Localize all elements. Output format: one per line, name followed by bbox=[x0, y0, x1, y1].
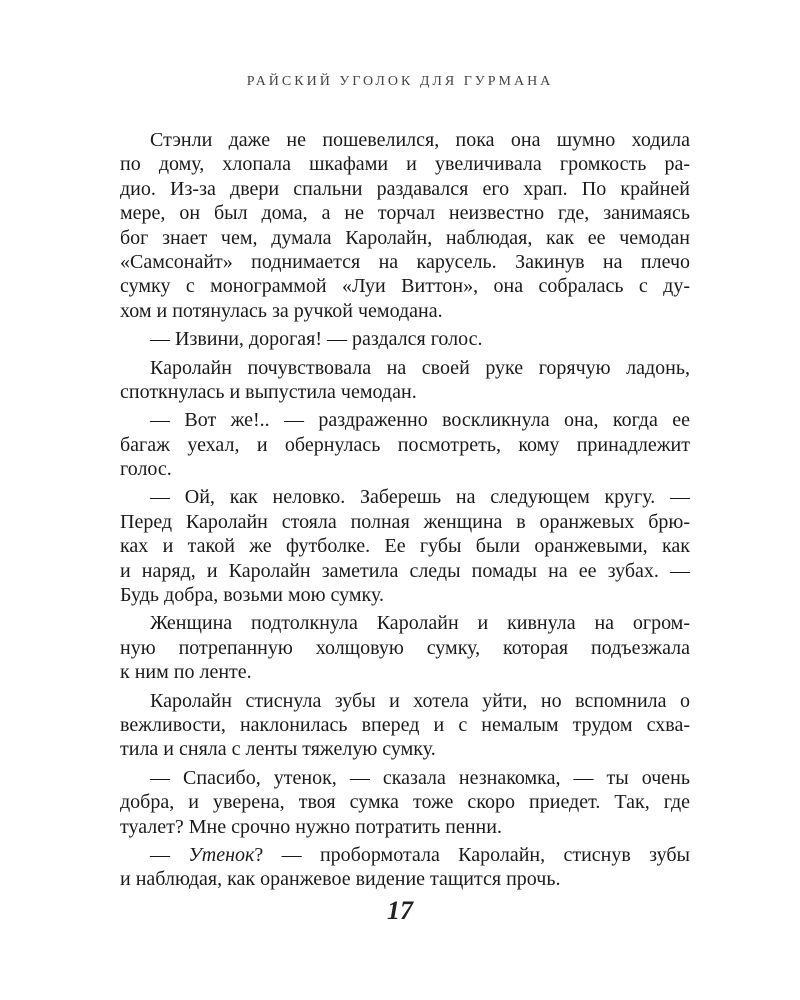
paragraph bbox=[120, 408, 690, 481]
running-head: РАЙСКИЙ УГОЛОК ДЛЯ ГУРМАНА bbox=[246, 74, 554, 89]
text-line: туалет? Мне срочно нужно потратить пенни. bbox=[120, 815, 502, 838]
text-line: Стэнли даже не пошевелился, пока она шумно ходила bbox=[150, 129, 690, 151]
text-line: — Вот же!.. — раздраженно воскликнула она, когда ее bbox=[150, 409, 690, 432]
text-line: «Самсонайт» поднимается на карусель. Закинув на плечо bbox=[120, 250, 690, 273]
text-line: — Ой, как неловко. Заберешь на следующем кругу. — bbox=[150, 486, 690, 509]
text-line: — Извини, дорогая! — раздался голос. bbox=[150, 328, 483, 351]
text-line: и наряд, и Каролайн заметила следы помады на ее зубах. — bbox=[120, 559, 690, 582]
text-line: Женщина подтолкнула Каролайн и кивнула на огром- bbox=[150, 612, 690, 635]
text-line: голос. bbox=[120, 458, 172, 481]
text-line: мере, он был дома, а не торчал неизвестно где, занимаясь bbox=[120, 202, 690, 225]
paragraph bbox=[120, 766, 690, 839]
text-line: сумку с монограммой «Луи Виттон», она собралась с ду- bbox=[120, 275, 690, 298]
text-line: — Спасибо, утенок, — сказала незнакомка, — ты очень bbox=[150, 766, 690, 789]
text-line: Каролайн стиснула зубы и хотела уйти, но вспомнила о bbox=[150, 689, 690, 712]
paragraph bbox=[120, 485, 690, 607]
line-rest: ? — пробормотала Каролайн, стиснув зубы bbox=[254, 843, 690, 866]
text-line: Каролайн почувствовала на своей руке горячую ладонь, bbox=[150, 356, 690, 379]
text-line: багаж уехал, и обернулась посмотреть, кому принадлежит bbox=[120, 433, 690, 456]
paragraph bbox=[120, 611, 690, 684]
text-line: Будь добра, возьми мою сумку. bbox=[120, 584, 384, 607]
paragraph bbox=[120, 843, 690, 892]
text-line bbox=[120, 843, 690, 867]
text-line: добра, и уверена, твоя сумка тоже скоро приедет. Так, где bbox=[120, 791, 690, 814]
text-line: ную потрепанную холщовую сумку, которая подъезжала bbox=[120, 636, 690, 659]
body-text bbox=[120, 128, 690, 892]
text-line: споткнулась и выпустила чемодан. bbox=[120, 380, 417, 403]
text-line: ках и такой же футболке. Ее губы были оранжевыми, как bbox=[120, 535, 690, 558]
text-line: дио. Из-за двери спальни раздавался его храп. По крайней bbox=[120, 177, 690, 200]
paragraph bbox=[120, 689, 690, 762]
text-line: по дому, хлопала шкафами и увеличивала громкость ра- bbox=[120, 153, 690, 176]
page-number: 17 bbox=[387, 896, 413, 925]
text-line: бог знает чем, думала Каролайн, наблюдая, как ее чемодан bbox=[120, 226, 690, 249]
emphasis-word: Утенок bbox=[188, 843, 255, 866]
text-line: вежливости, наклонилась вперед и с немалым трудом схва- bbox=[120, 713, 690, 736]
text-line: к ним по ленте. bbox=[120, 661, 252, 684]
paragraph bbox=[120, 356, 690, 405]
dash: — bbox=[150, 843, 189, 866]
paragraph bbox=[120, 327, 690, 351]
text-line: хом и потянулась за ручкой чемодана. bbox=[120, 299, 443, 322]
text-line: тила и сняла с ленты тяжелую сумку. bbox=[120, 738, 436, 761]
paragraph bbox=[120, 128, 690, 323]
text-line: Перед Каролайн стояла полная женщина в оранжевых брю- bbox=[120, 510, 690, 533]
text-line: и наблюдая, как оранжевое видение тащится прочь. bbox=[120, 868, 561, 891]
